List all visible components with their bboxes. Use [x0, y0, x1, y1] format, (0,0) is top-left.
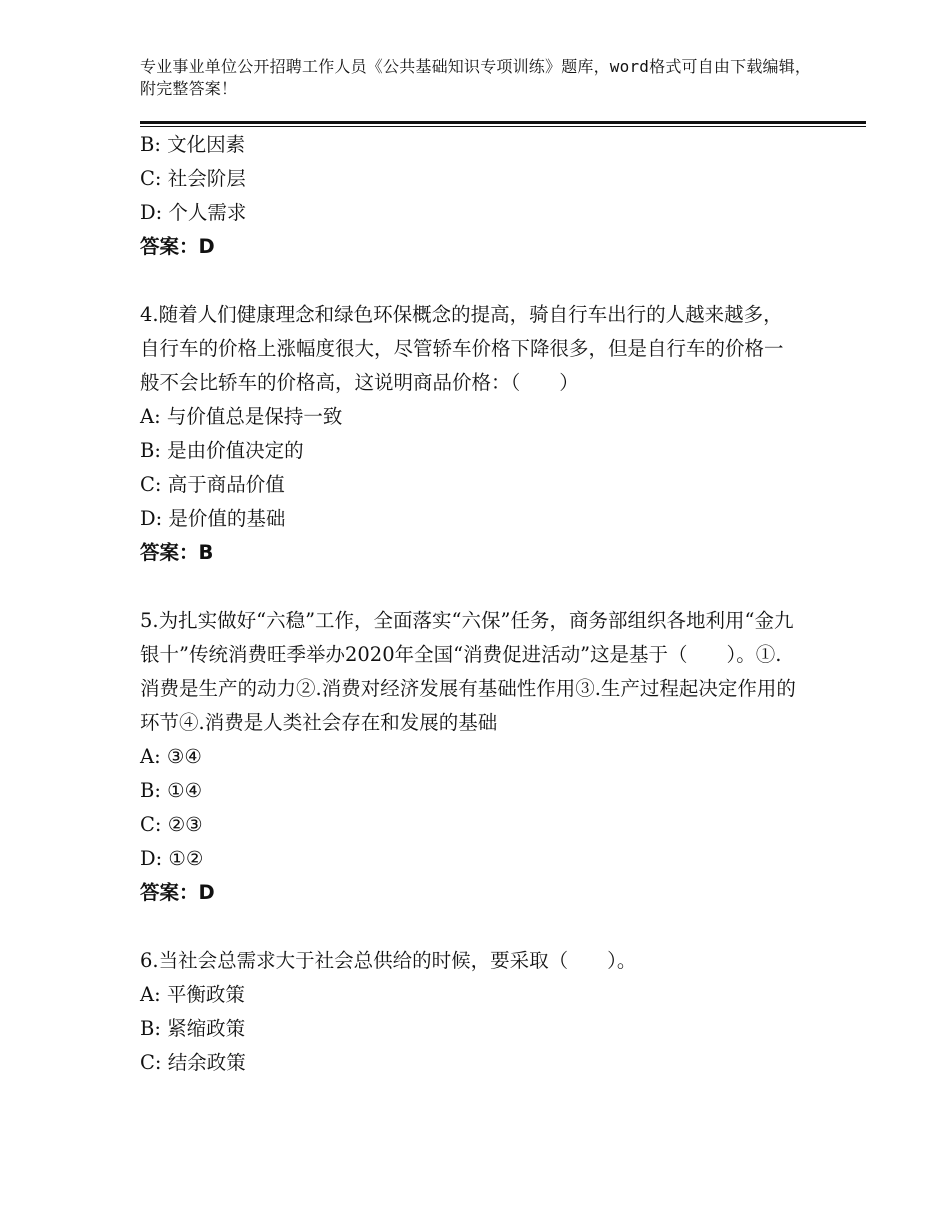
question-stem: 4.随着人们健康理念和绿色环保概念的提高，骑自行车出行的人越来越多，自行车的价格上涨幅度很大，尽管轿车价格下降很多，但是自行车的价格一般不会比轿车的价格高，这说明商品价格：（ ）: [140, 303, 784, 394]
answer-label: 答案：D: [140, 235, 215, 258]
option-d: D: ①②: [140, 847, 204, 870]
question-5: [140, 604, 800, 910]
option-c: C: 结余政策: [140, 1051, 246, 1074]
question-4: [140, 298, 800, 570]
answer-label: 答案：D: [140, 881, 215, 904]
question-content: [140, 128, 800, 1080]
spacer: [140, 264, 800, 298]
spacer: [140, 910, 800, 944]
option-d: D: 个人需求: [140, 201, 247, 224]
header-rule-thin: [140, 126, 866, 127]
question-3: [140, 128, 800, 264]
option-b: B: 紧缩政策: [140, 1017, 246, 1040]
question-6: [140, 944, 800, 1080]
option-a: A: ③④: [140, 745, 202, 768]
option-d: D: 是价值的基础: [140, 507, 286, 530]
option-b: B: 是由价值决定的: [140, 439, 304, 462]
question-stem: 6.当社会总需求大于社会总供给的时候，要采取（ ）。: [140, 949, 637, 972]
option-a: A: 与价值总是保持一致: [140, 405, 343, 428]
option-c: C: 社会阶层: [140, 167, 246, 190]
option-c: C: ②③: [140, 813, 203, 836]
spacer: [140, 570, 800, 604]
option-b: B: ①④: [140, 779, 203, 802]
option-a: A: 平衡政策: [140, 983, 245, 1006]
header-rule-thick: [140, 121, 866, 124]
page-header: 专业事业单位公开招聘工作人员《公共基础知识专项训练》题库，word格式可自由下载编辑，附完整答案！: [140, 57, 812, 98]
answer-label: 答案：B: [140, 541, 214, 564]
option-c: C: 高于商品价值: [140, 473, 285, 496]
question-stem: 5.为扎实做好“六稳”工作，全面落实“六保”任务，商务部组织各地利用“金九银十”传统消费旺季举办2020年全国“消费促进活动”这是基于（ ）。①.消费是生产的动力②.消费对经济发展有基础性作用③.生产过程起决定作用的环节④.消费是人类社会存在和发展的基础: [140, 609, 796, 734]
option-b: B: 文化因素: [140, 133, 246, 156]
